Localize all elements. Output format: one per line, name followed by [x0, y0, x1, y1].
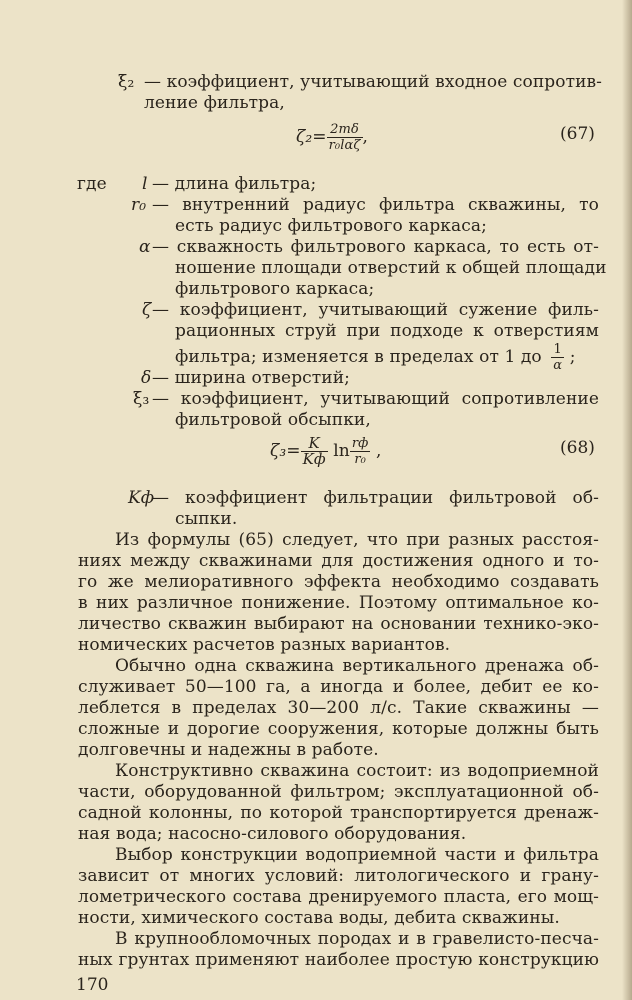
def-r0-line2: есть радиус фильтрового каркаса;: [175, 216, 487, 236]
def-alpha-line1: — скважность фильтрового каркаса, то есть от-: [152, 237, 599, 257]
para-line: номических расчетов разных вариантов.: [78, 635, 451, 655]
eq67-lhs: ζ₂=: [296, 127, 327, 147]
def-delta-symbol: δ: [141, 368, 152, 388]
def-r0-line1: — внутренний радиус фильтра скважины, то: [152, 195, 599, 215]
def-zeta-frac-num: 1: [551, 342, 564, 358]
def-zeta-fraction: [551, 342, 564, 373]
para-line: В крупнообломочных породах и в гравелисто-песча-: [115, 929, 599, 949]
def-zeta-frac-den: α: [553, 358, 563, 373]
def-xi3-symbol: ξ₃: [133, 389, 150, 409]
def-kf-line1: — коэффициент фильтрации фильтровой об-: [152, 488, 599, 508]
def-zeta-line1: — коэффициент, учитывающий сужение филь-: [152, 300, 599, 320]
def-zeta-line3-text: фильтра; изменяется в пределах от 1 до: [175, 347, 542, 367]
eq68-numerator-2: rф: [351, 436, 369, 451]
para-line: сложные и дорогие сооружения, которые должны быть: [78, 719, 599, 739]
def-xi3-line2: фильтровой обсыпки,: [175, 410, 371, 430]
def-zeta-line2: рационных струй при подходе к отверстиям: [175, 321, 599, 341]
eq67-denominator: r₀lαζ: [328, 138, 361, 153]
para-line: части, оборудованной фильтром; эксплуатационной об-: [78, 782, 599, 802]
para-line: ная вода; насосно-силового оборудования.: [78, 824, 467, 844]
def-alpha-symbol: α: [139, 237, 151, 257]
para-line: садной колонны, по которой транспортируется дренаж-: [78, 803, 599, 823]
equation-67-number: (67): [560, 124, 595, 144]
equation-68: [270, 430, 381, 472]
def-xi3-line1: — коэффициент, учитывающий сопротивление: [152, 389, 599, 409]
eq68-denominator-1: Kф: [302, 450, 326, 468]
def-r0-symbol: r₀: [131, 195, 147, 215]
def-kf-symbol: Kф: [128, 488, 155, 508]
eq68-tail: ,: [375, 441, 382, 461]
eq68-lhs: ζ₃=: [270, 441, 301, 461]
para-line: в них различное понижение. Поэтому оптимальное ко-: [78, 593, 599, 613]
where-label: где: [77, 174, 107, 194]
page-number: 170: [76, 975, 109, 995]
eq67-fraction: [327, 122, 363, 153]
def-kf-line2: сыпки.: [175, 509, 238, 529]
def-alpha-line3: фильтрового каркаса;: [175, 279, 375, 299]
xi2-line1: — коэффициент, учитывающий входное сопротив-: [144, 72, 603, 92]
xi2-line2: ление фильтра,: [144, 93, 285, 113]
xi2-symbol: ξ₂: [118, 72, 135, 92]
def-l-symbol: l: [142, 174, 148, 194]
eq68-fraction-1: [301, 436, 328, 467]
para-line: Из формулы (65) следует, что при разных расстоя-: [115, 530, 599, 550]
para-line: Обычно одна скважина вертикального дренажа об-: [115, 656, 599, 676]
para-line: долговечны и надежны в работе.: [78, 740, 379, 760]
equation-68-number: (68): [560, 438, 595, 458]
para-line: лометрического состава дренируемого пласта, его мощ-: [78, 887, 599, 907]
para-line: Конструктивно скважина состоит: из водоприемной: [115, 761, 599, 781]
para-line: личество скважин выбирают на основании технико-эко-: [78, 614, 599, 634]
eq67-numerator: 2mδ: [327, 122, 363, 138]
para-line: служивает 50—100 га, а иногда и более, дебит ее ко-: [78, 677, 599, 697]
para-line: ниях между скважинами для достижения одного и то-: [78, 551, 599, 571]
def-zeta-symbol: ζ: [142, 300, 152, 320]
def-zeta-end: ;: [569, 347, 576, 367]
eq68-fraction-2: [350, 436, 371, 467]
def-delta-text: — ширина отверстий;: [152, 368, 350, 388]
para-line: го же мелиоративного эффекта необходимо создавать: [78, 572, 599, 592]
para-line: леблется в пределах 30—200 л/с. Такие скважины —: [78, 698, 599, 718]
eq68-numerator-1: K: [301, 436, 328, 452]
para-line: ных грунтах применяют наиболее простую конструкцию: [78, 950, 599, 970]
def-alpha-line2: ношение площади отверстий к общей площади: [175, 258, 607, 278]
para-line: ности, химического состава воды, дебита скважины.: [78, 908, 560, 928]
eq68-denominator-2: r₀: [354, 452, 366, 467]
def-l-text: — длина фильтра;: [152, 174, 317, 194]
eq67-tail: ,: [362, 127, 369, 147]
para-line: Выбор конструкции водоприемной части и фильтра: [115, 845, 599, 865]
page-edge-shadow: [622, 0, 632, 1000]
equation-67: [296, 116, 368, 158]
eq68-ln: ln: [333, 441, 350, 461]
para-line: зависит от многих условий: литологического и грану-: [78, 866, 599, 886]
